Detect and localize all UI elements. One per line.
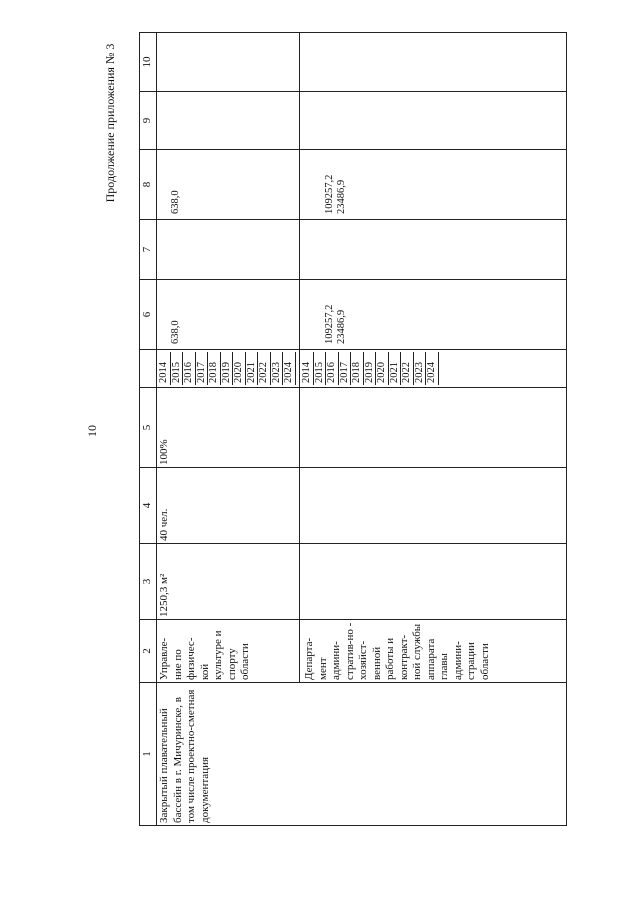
year-item: 2018	[351, 352, 364, 385]
year-item: 2016	[326, 352, 339, 385]
value-item: 109257,2	[324, 304, 335, 344]
value-item: 23486,9	[335, 179, 347, 214]
value-item	[262, 282, 274, 347]
value-item	[382, 152, 394, 217]
value-item	[347, 282, 359, 347]
year-item: 2016	[183, 352, 196, 385]
year-item: 2017	[196, 352, 209, 385]
value-item	[193, 152, 205, 217]
value-item	[347, 152, 359, 217]
col-header-7: 7	[140, 220, 157, 280]
value-item	[301, 282, 313, 347]
column-number-row	[140, 33, 157, 826]
value-item	[216, 152, 228, 217]
value-item	[382, 282, 394, 347]
value-item	[193, 282, 205, 347]
value-item	[181, 152, 193, 217]
value-item	[393, 282, 405, 347]
col-header-9: 9	[140, 92, 157, 150]
col-header-5: 5	[140, 388, 157, 468]
value-item	[359, 152, 371, 217]
value-item	[250, 282, 262, 347]
rotated-table-page	[139, 33, 567, 826]
years-list	[301, 352, 439, 385]
values-list	[158, 282, 285, 347]
year-item: 2015	[314, 352, 327, 385]
col-header-1: 1	[140, 683, 157, 826]
value-item	[405, 152, 417, 217]
value-item	[204, 152, 216, 217]
value-item	[359, 282, 371, 347]
col7-cell	[300, 220, 567, 280]
year-item: 2021	[246, 352, 259, 385]
value-item	[416, 282, 428, 347]
year-item: 2019	[364, 352, 377, 385]
year-item: 2023	[271, 352, 284, 385]
value-item	[216, 282, 228, 347]
col6-cell	[157, 280, 300, 350]
table-row	[157, 33, 300, 826]
value-item	[227, 282, 239, 347]
continuation-label: Продолжение приложения № 3	[103, 43, 117, 203]
col10-cell	[300, 33, 567, 92]
value-item	[227, 152, 239, 217]
value-item	[273, 152, 285, 217]
year-item: 2024	[426, 352, 439, 385]
values-list	[301, 152, 428, 217]
year-item: 2018	[208, 352, 221, 385]
col-header-10: 10	[140, 33, 157, 92]
col-header-3: 3	[140, 544, 157, 620]
col-header-6: 6	[140, 280, 157, 350]
values-list	[158, 152, 285, 217]
col9-cell	[300, 92, 567, 150]
col-header-2: 2	[140, 620, 157, 683]
value-item: 23486,9	[335, 309, 347, 344]
value-item	[204, 282, 216, 347]
col-header-4: 4	[140, 468, 157, 544]
value-item	[370, 152, 382, 217]
values-list	[301, 282, 428, 347]
department-cell: Управле-ние по физичес-кой культуре и спорту области	[157, 620, 300, 683]
year-item: 2021	[389, 352, 402, 385]
capacity-cell: 1250,3 м²	[157, 544, 300, 620]
years-cell	[157, 350, 300, 388]
value-item	[250, 152, 262, 217]
value-item	[262, 152, 274, 217]
value-item	[313, 282, 325, 347]
value-item	[313, 152, 325, 217]
years-list	[158, 352, 296, 385]
col6-cell	[300, 280, 567, 350]
department-cell: Департа-мент админи-стратив-но - хозяйст-венной работы и контракт-ной службы аппарата главы админи-страции области	[300, 620, 567, 683]
value-item	[370, 282, 382, 347]
year-item: 2020	[233, 352, 246, 385]
col-header-year	[140, 350, 157, 388]
col7-cell	[157, 220, 300, 280]
col8-cell	[300, 150, 567, 220]
year-item: 2014	[158, 352, 171, 385]
value-item: 638,0	[169, 320, 181, 344]
year-item: 2020	[376, 352, 389, 385]
year-item: 2017	[339, 352, 352, 385]
value-item	[273, 282, 285, 347]
value-item	[239, 152, 251, 217]
year-item: 2022	[401, 352, 414, 385]
value-item	[416, 152, 428, 217]
value-item	[158, 282, 170, 347]
count-cell: 40 чел.	[157, 468, 300, 544]
year-item: 2022	[258, 352, 271, 385]
year-item: 2023	[414, 352, 427, 385]
col-header-8: 8	[140, 150, 157, 220]
value-item	[181, 282, 193, 347]
readiness-cell	[300, 388, 567, 468]
col10-cell	[157, 33, 300, 92]
page-number: 10	[85, 425, 99, 437]
capacity-cell	[300, 544, 567, 620]
value-item	[301, 152, 313, 217]
object-name-cell: Закрытый плавательный бассейн в г. Мичуринске, в том числе проектно-сметная документация	[157, 683, 567, 826]
value-item	[239, 282, 251, 347]
year-item: 2014	[301, 352, 314, 385]
readiness-cell: 100%	[157, 388, 300, 468]
value-item	[393, 152, 405, 217]
appendix-table	[139, 32, 567, 826]
col8-cell	[157, 150, 300, 220]
years-cell	[300, 350, 567, 388]
value-item	[405, 282, 417, 347]
value-item: 638,0	[169, 190, 181, 214]
count-cell	[300, 468, 567, 544]
col9-cell	[157, 92, 300, 150]
year-item: 2015	[171, 352, 184, 385]
year-item: 2019	[221, 352, 234, 385]
year-item: 2024	[283, 352, 296, 385]
value-item: 109257,2	[324, 174, 335, 214]
value-item	[158, 152, 170, 217]
